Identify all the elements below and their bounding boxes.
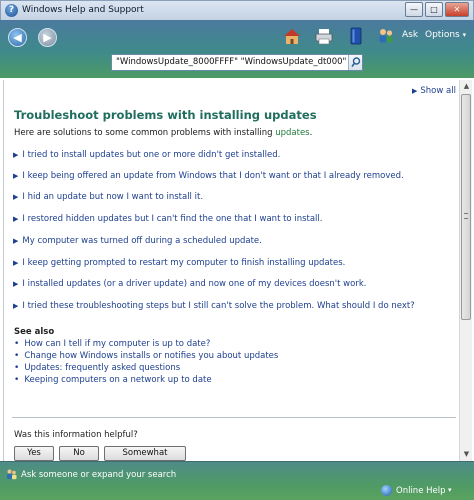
- scroll-down-icon[interactable]: ▼: [463, 450, 470, 458]
- globe-icon: [381, 485, 392, 496]
- window-controls: [403, 2, 469, 17]
- topic-label: I tried these troubleshooting steps but I still can't solve the problem. What should I do next?: [22, 301, 415, 311]
- intro-prefix: Here are solutions to some common problems with installing: [14, 128, 276, 138]
- browse-help-icon[interactable]: [346, 26, 366, 46]
- see-also-label: Change how Windows installs or notifies you about updates: [24, 351, 279, 361]
- search-icon: [349, 55, 363, 70]
- scroll-up-icon[interactable]: ▲: [463, 82, 470, 90]
- see-also-link[interactable]: [14, 351, 278, 361]
- close-button[interactable]: ✕: [445, 2, 469, 17]
- ask-label[interactable]: Ask: [402, 30, 419, 40]
- feedback-somewhat-button[interactable]: Somewhat: [104, 446, 186, 461]
- see-also-label: How can I tell if my computer is up to date?: [24, 339, 211, 349]
- help-app-icon: ?: [5, 4, 18, 17]
- toolbar: [0, 20, 474, 78]
- show-all-label: Show all: [420, 86, 456, 96]
- show-all-link[interactable]: [412, 86, 456, 96]
- search-input[interactable]: [111, 54, 363, 71]
- maximize-button[interactable]: □: [425, 2, 443, 17]
- expand-triangle-icon: ▶: [13, 280, 19, 288]
- expand-triangle-icon: ▶: [13, 302, 19, 310]
- see-also-link[interactable]: [14, 375, 212, 385]
- topic-link[interactable]: [13, 301, 415, 311]
- see-also-link[interactable]: [14, 363, 180, 373]
- topic-label: My computer was turned off during a scheduled update.: [22, 236, 262, 246]
- topic-label: I restored hidden updates but I can't find the one that I want to install.: [22, 214, 323, 224]
- intro-suffix: .: [309, 128, 313, 138]
- expand-triangle-icon: ▶: [412, 87, 418, 95]
- expand-triangle-icon: ▶: [13, 215, 19, 223]
- topic-link[interactable]: [13, 236, 262, 246]
- title-bar: [0, 0, 474, 20]
- bullet-icon: •: [14, 339, 20, 349]
- see-also-label: Keeping computers on a network up to date: [24, 375, 212, 385]
- back-button[interactable]: ◀: [8, 28, 27, 47]
- expand-triangle-icon: ▶: [13, 237, 19, 245]
- see-also-label: Updates: frequently asked questions: [24, 363, 181, 373]
- expand-triangle-icon: ▶: [13, 259, 19, 267]
- vertical-scrollbar[interactable]: [459, 80, 472, 461]
- topic-label: I installed updates (or a driver update) and now one of my devices doesn't work.: [22, 279, 367, 289]
- status-bar: [0, 461, 474, 500]
- topic-link[interactable]: [13, 279, 366, 289]
- home-icon[interactable]: [282, 26, 302, 46]
- options-label: Options: [425, 30, 460, 40]
- minimize-button[interactable]: —: [405, 2, 423, 17]
- expand-triangle-icon: ▶: [13, 193, 19, 201]
- window-title: Windows Help and Support: [22, 5, 144, 15]
- topic-link[interactable]: [13, 258, 345, 268]
- topic-label: I keep getting prompted to restart my computer to finish installing updates.: [22, 258, 346, 268]
- intro-text: [14, 128, 312, 138]
- online-help-toggle[interactable]: Online Help: [396, 486, 446, 496]
- bullet-icon: •: [14, 351, 20, 361]
- intro-updates-term[interactable]: updates: [275, 128, 310, 138]
- scroll-thumb[interactable]: [461, 94, 471, 320]
- bullet-icon: •: [14, 363, 20, 373]
- forward-button[interactable]: ▶: [38, 28, 57, 47]
- feedback-question: Was this information helpful?: [14, 430, 138, 440]
- feedback-no-button[interactable]: No: [59, 446, 99, 461]
- expand-triangle-icon: ▶: [13, 172, 19, 180]
- print-icon[interactable]: [314, 26, 334, 46]
- feedback-divider: [12, 417, 456, 418]
- topic-label: I keep being offered an update from Windows that I don't want or that I already removed.: [22, 171, 404, 181]
- see-also-heading: See also: [14, 327, 55, 337]
- search-input-value: "WindowsUpdate_8000FFFF" "WindowsUpdate_dt000": [116, 57, 347, 67]
- grip-icon: [464, 213, 468, 219]
- page-title: Troubleshoot problems with installing updates: [14, 108, 317, 122]
- options-menu[interactable]: [425, 30, 466, 40]
- topic-link[interactable]: [13, 214, 322, 224]
- topic-link[interactable]: [13, 171, 404, 181]
- people-icon: [5, 468, 18, 481]
- feedback-yes-button[interactable]: Yes: [14, 446, 54, 461]
- topic-label: I tried to install updates but one or more didn't get installed.: [22, 150, 281, 160]
- expand-triangle-icon: ▶: [13, 151, 19, 159]
- topic-link[interactable]: [13, 150, 280, 160]
- ask-icon[interactable]: [376, 26, 396, 46]
- search-button[interactable]: [348, 55, 362, 70]
- topic-link[interactable]: [13, 192, 203, 202]
- bullet-icon: •: [14, 375, 20, 385]
- see-also-link[interactable]: [14, 339, 210, 349]
- topic-label: I hid an update but now I want to install it.: [22, 192, 204, 202]
- help-content-pane: [3, 80, 459, 461]
- chevron-down-icon[interactable]: ▾: [448, 486, 452, 494]
- ask-someone-link[interactable]: Ask someone or expand your search: [21, 470, 177, 480]
- chevron-down-icon: ▾: [462, 31, 467, 39]
